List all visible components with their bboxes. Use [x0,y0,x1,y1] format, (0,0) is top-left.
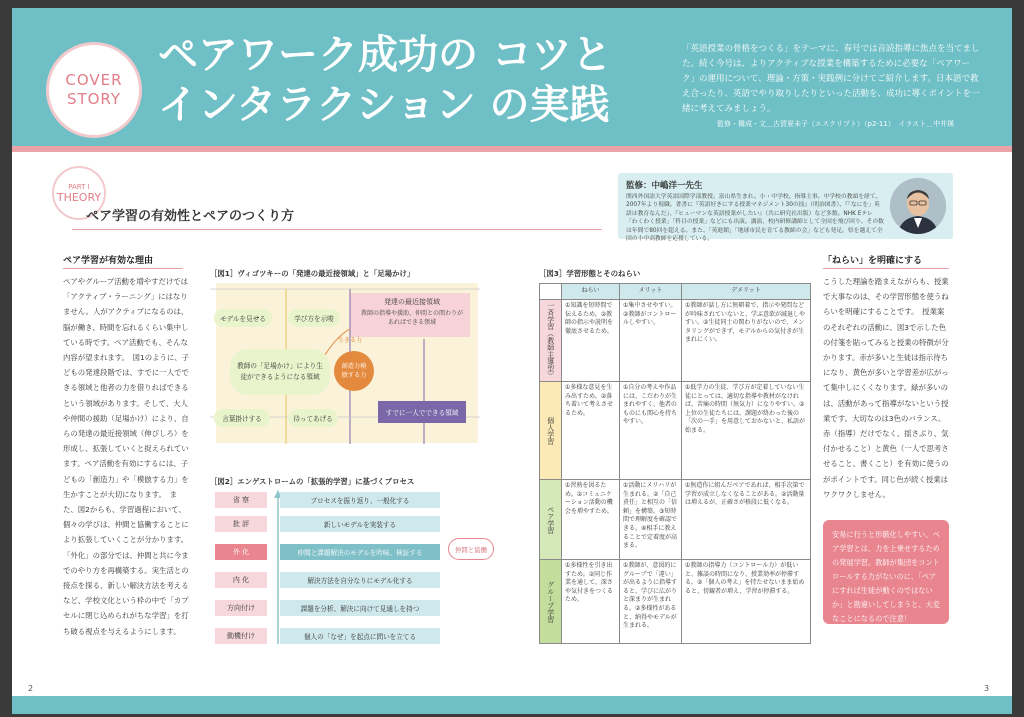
step-motivate: 動機付け [215,628,267,644]
cell-demerit: ①低学力の生徒、学び方が定着していない生徒にとっては、適切な指導や教材がなければ、苦痛の時間（無気力）になりやすい。②上位の生徒たちには、課題が終わった後の「次の一手」を用意しておかないと、私語が始まる。 [682,382,811,480]
table-row [540,382,811,480]
col-merit: メリット [620,284,682,300]
table-corner [540,284,562,300]
cell-demerit: ①無造作に組んだペアであれば、相手次第で学習が成立しなくなることがある。②活動量は増えるが、正確さが格段に低くなる。 [682,480,811,560]
step-critique: 批 評 [215,516,267,532]
fig3-table [539,283,811,644]
step-orient: 方向付け [215,600,267,616]
cell-aim: ①多様性を引き出すため。②同じ作業を通して、深さや気付きをつくるため。 [562,560,620,644]
col-aim: ねらい [562,284,620,300]
arrow-label: 生きる力 [338,337,363,344]
step-reflection: 省 察 [215,492,267,508]
caution-callout: 安易に行うと形骸化しやすい、ペア学習とは、力を上乗せするための発展学習。教師が集団をコントロールする力がないのに、「ペアにすれば生徒が動くのではないか」と勘違いしてしまうと、大変なことになるので注意！ [823,520,949,624]
table-row [540,560,811,644]
desc-critique: 新しいモデルを実装する [280,516,440,532]
section-subtitle: ペア学習の有効性とペアのつくり方 [86,209,295,224]
row-label: 個人学習 [540,382,562,480]
mentor-bio: 関西外国語大学英語国際学部教授。富山県生まれ。小・中学校、指導主事、中学校の教頭を経て、2007年より現職。著書に『英語好きにする授業マネジメント30の技』（明治図書）、『「なにを」英語は教育なんだ』、『ヒューマンな英語授業がしたい』（共に研究社出版）など多数。NHK Eテレ「わくわく授業」「科目の授業」などにも出演。講演、校内研修講師として全国を飛び回り、その数は年間で80回を超える。また、「英進館」「地球市民を育てる教師の会」なども発足。県を越えて全国の小中高教師を応援している。 [626,194,884,243]
row-label: グループ学習 [540,560,562,644]
mentor-photo [890,178,946,234]
badge-line2: STORY [66,90,122,108]
desc-externalize: 仲間と課題解決のモデルを吟味、検証する [280,544,440,560]
title-line2: インタラクション の実践 [158,82,610,128]
table-row [540,480,811,560]
pink-stripe [12,146,1012,152]
mentor-name: 監修：中嶋洋一先生 [626,181,703,191]
mentor-box [618,173,953,243]
cell-merit: ①自分の考えや作品には、こだわりが生まれやすく、他者のものにも関心を持ちやすい。 [620,382,682,480]
step-externalize: 外 化 [215,544,267,560]
cell-demerit: ①教師が話し方に無頓着で、指示や発問などが吟味されていないと、学ぶ意欲が減退しやすい。②生徒同士の関わりがないので、メンタリングができず、モデルからの気付きが生まれにくい。 [682,300,811,382]
row-label: ペア学習 [540,480,562,560]
bubble-model: モデルを見せる [214,309,272,327]
left-body-text: ペアやグループ活動を増やすだけでは「アクティブ・ラーニング」にはなりません。人がアクティブになるのは、脳が働き、時間を忘れるくらい集中している時です。ペア活動でも、そんな内容が望まれます。 図1のように、子どもの発達段階では、すでに一人でできる領域と他者の力を借りればできるという領域があります。そして、大人や仲間の援助（足場かけ）により、自らの発達の最近接領域（伸びしろ）を形成し、拡張していくと捉えられています。ペア活動を有効にするには、子どもの「創造力」や「模倣する力」を生かすことが大切になります。 また、図2からも、学習過程において、個々の学びは、仲間と協働することにより拡張していくことが分かります。「外化」の部分では、仲間と共に今までのやり方を再構築する。実生活との接点を探る、新しい解決方法を考えるなど、学校文化という枠の中で「カプセルに閉じ込められがちな学習」を打ち破る視点を与えるようにします。 [63,277,190,636]
cover-banner [12,8,1012,146]
title-line1: ペアワーク成功の コツと [158,32,612,78]
bubble-ask: 学び方を示唆 [288,309,340,327]
part-label: PART I [68,182,90,191]
creativity-circle: 創造力模倣する力 [334,351,374,391]
main-title [158,30,612,130]
bubble-wait: 待ってあげる [288,409,338,427]
col-demerit: デメリット [682,284,811,300]
theory-label: THEORY [56,190,102,204]
bubble-words: 言葉掛けする [214,409,270,427]
cell-merit: ①活動にメリハリが生まれる。②「自己責任」と相互の「信頼」を構築。③短時間で理解度を確認できる。④相手に教えることで定着度が高まる。 [620,480,682,560]
cell-demerit: ①教師の指導力（コントロール力）が低いと、雑談の時間になり、授業効率が停滞する。②「個人の考え」を持たせないまま始めると、傍観者が増え、学習が停滞する。 [682,560,811,644]
cell-aim: ①多様な意見を生み出すため。②落ち着いて考えさせるため。 [562,382,620,480]
table-row [540,300,811,382]
fig3-caption: ［図3］学習形態とそのねらい [539,269,641,278]
cell-aim: ①知識を短時間で伝えるため。②教師の指示や説明を徹底させるため。 [562,300,620,382]
fig1-caption: ［図1］ヴィゴツキーの「発達の最近接領域」と「足場かけ」 [210,269,415,278]
desc-internalize: 解決方法を自分なりにモデル化する [280,572,440,588]
right-body-text: こうした理論を踏まえながらも、授業で大事なのは、その学習形態を使うねらいを明確にすることです。 授業案のそれぞれの活動に、図3で示した色の付箋を貼ってみると授業の特徴が分かります。赤が多いと生徒は指示待ちになり、黄色が多いと学習差が広がって集中しにくくなります。緑が多いのは、活動があって指導がないという授業です。大切なのは3色のバランス。赤（指導）だけでなく、揺さぶり、気付かせること）と黄色（一人で思考させること、書くこと）を有効に使うのがポイントです。同じ色が続く授業はワクワクしません。 [823,277,949,499]
left-heading: ペア学習が有効な理由 [63,253,183,269]
zone-desc: 教師の指導や援助、仲間との関わりがあればできる領域 [360,310,463,326]
desc-reflection: プロセスを振り返り、一般化する [280,492,440,508]
intro-text: 「英語授業の骨格をつくる」をテーマに、春号では音読指導に焦点を当てました。続く今号は、よりアクティブな授業を構築するために必要な「ペアワーク」の運用について、理論・方策・実践例に分けてご紹介します。日本語で教え合ったり、英語でやり取りしたりといった活動を、成功に導くポイントを一緒に考えてみましょう。 [682,44,980,114]
cell-aim: ①習熟を図るため。②コミュニケーション活動の機会を増やすため。 [562,480,620,560]
desc-orient: 課題を分析、解決に向けて見通しを持つ [280,600,440,616]
solo-zone: すでに一人でできる領域 [378,401,466,423]
scaffold-zone: 教師の「足場かけ」により生徒ができるようになる領域 [230,349,330,395]
page-number-right: 3 [984,684,990,693]
footer-band [12,696,1012,714]
step-internalize: 内 化 [215,572,267,588]
cell-merit: ①集中させやすい。②教師がコントロールしやすい。 [620,300,682,382]
right-heading: 「ねらい」を明確にする [823,253,949,269]
subtitle-rule [72,229,602,230]
cover-story-badge [46,42,142,138]
credit-line: 監修・構成・文＿古賀夏未子（エスクリプト）（p2-11） イラスト＿中井瑛 [717,120,955,128]
magazine-spread [12,8,1012,714]
zone-title: 発達の最近接領域 [384,298,440,306]
fig1-diagram [210,279,480,449]
table-header-row [540,284,811,300]
badge-line1: COVER [65,71,123,89]
fig2-caption: ［図2］エンゲストロームの「拡張的学習」に基づくプロセス [210,477,415,486]
cell-merit: ①教師が、意図的にグループで「違い」が出るように指導すると、学びに広がりと深まりが生まれる。②多様性があると、納得やモデルが生まれる。 [620,560,682,644]
row-label: 一斉学習（教師主導型） [540,300,562,382]
collab-tag: 仲間と協働 [448,538,494,560]
desc-motivate: 個人の「なぜ」を起点に問いを立てる [280,628,440,644]
page-number-left: 2 [28,684,34,693]
